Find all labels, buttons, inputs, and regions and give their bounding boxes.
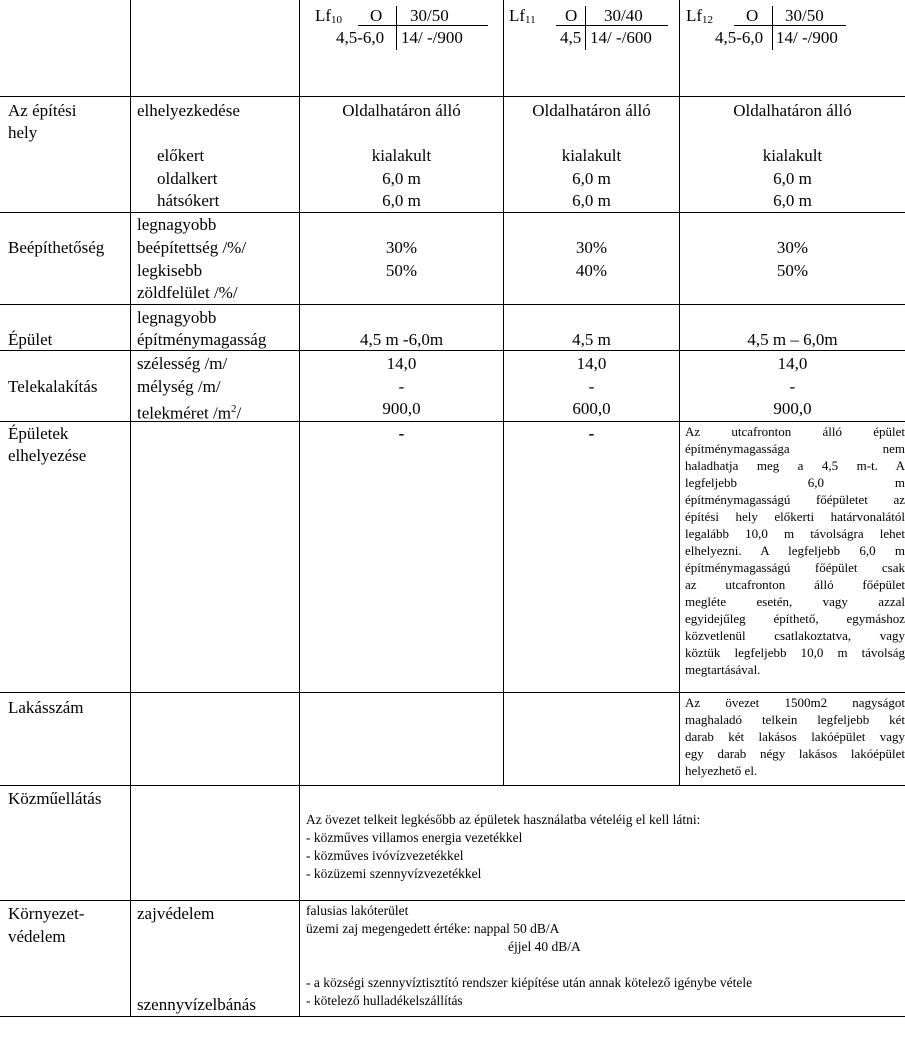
sub-label-szelesseg: szélesség /m/: [137, 354, 228, 373]
beepitettseg-value: 30%: [385, 238, 418, 257]
szelesseg-value: 14,0: [777, 354, 808, 373]
oldalkert-value: 6,0 m: [572, 169, 611, 188]
elhelyezes-value: -: [588, 424, 595, 443]
zoldfelulet-value: 40%: [575, 261, 608, 280]
sub-label-hatsokert: hátsókert: [157, 191, 220, 210]
melyseg-value: -: [789, 377, 796, 396]
hatsokert-value: 6,0 m: [572, 191, 611, 210]
szelesseg-value: 14,0: [386, 354, 417, 373]
row-label-epitesi-hely-2: hely: [8, 123, 38, 142]
sub-label-legnagyobb-2: legnagyobb: [137, 308, 217, 327]
sub-label-melyseg: mélység /m/: [137, 377, 221, 396]
sub-label-beepitettseg: beépítettség /%/: [137, 238, 247, 257]
sub-label-zoldfelulet: zöldfelület /%/: [137, 283, 238, 302]
hatsokert-value: 6,0 m: [382, 191, 421, 210]
placement-value: Oldalhatáron álló: [733, 101, 852, 120]
row-label-telekalakitas: Telekalakítás: [8, 377, 98, 396]
oldalkert-value: 6,0 m: [382, 169, 421, 188]
row-label-epuletek-elhelyezese: Épületek: [8, 424, 69, 443]
kozmu-item: - közüzemi szennyvízvezetékkel: [306, 866, 482, 881]
sub-label-oldalkert: oldalkert: [157, 169, 218, 188]
sub-label-legkisebb: legkisebb: [137, 261, 203, 280]
sub-label-szennyvizelbanas: szennyvízelbánás: [137, 995, 256, 1014]
sub-label-telekmeret: telekméret $/m^2/$: [137, 403, 242, 423]
row-label-epuletek-elhelyezese-2: elhelyezése: [8, 446, 87, 465]
telekmeret-value: 600,0: [572, 399, 611, 418]
epitmenymagassag-value: 4,5 m – 6,0m: [747, 330, 838, 349]
beepitettseg-value: 30%: [776, 238, 809, 257]
row-label-epulet: Épület: [8, 330, 53, 349]
oldalkert-value: 6,0 m: [773, 169, 812, 188]
row-label-epitesi-hely: Az építési: [8, 101, 77, 120]
zaj-day-limit: üzemi zaj megengedett értéke: nappal 50 dB/A: [306, 921, 560, 936]
epitmenymagassag-value: 4,5 m -6,0m: [359, 330, 444, 349]
placement-value: Oldalhatáron álló: [532, 101, 651, 120]
sub-label-elhelyezkedese: elhelyezkedése: [137, 101, 240, 120]
row-label-kornyezetvedelem-2: védelem: [8, 927, 66, 946]
telekmeret-value: 900,0: [773, 399, 812, 418]
sub-label-elokert: előkert: [157, 146, 205, 165]
szelesseg-value: 14,0: [576, 354, 607, 373]
kozmu-intro: Az övezet telkeit legkésőbb az épületek használatba vételéig el kell látni:: [306, 812, 701, 827]
elokert-value: kialakult: [371, 146, 432, 165]
kozmu-item: - közműves ivóvízvezetékkel: [306, 848, 464, 863]
beepitettseg-value: 30%: [575, 238, 608, 257]
zaj-zone: falusias lakóterület: [306, 903, 409, 918]
row-label-kozmuellatas: Közműellátás: [8, 789, 102, 808]
row-label-kornyezetvedelem: Környezet-: [8, 904, 85, 923]
elokert-value: kialakult: [561, 146, 622, 165]
zaj-night-limit: éjjel 40 dB/A: [508, 939, 581, 954]
melyseg-value: -: [588, 377, 595, 396]
row-label-beepithetoseg: Beépíthetőség: [8, 238, 105, 257]
row-label-lakasszam: Lakásszám: [8, 698, 84, 717]
sub-label-zajvedelem: zajvédelem: [137, 904, 215, 923]
kozmu-item: - közműves villamos energia vezetékkel: [306, 830, 523, 845]
zoldfelulet-value: 50%: [385, 261, 418, 280]
hatsokert-value: 6,0 m: [773, 191, 812, 210]
sub-label-legnagyobb: legnagyobb: [137, 215, 217, 234]
zoldfelulet-value: 50%: [776, 261, 809, 280]
elokert-value: kialakult: [762, 146, 823, 165]
epitmenymagassag-value: 4,5 m: [572, 330, 611, 349]
sub-label-epitmenymagassag: építménymagasság: [137, 330, 267, 349]
hulladek-rule: - kötelező hulladékelszállítás: [306, 993, 463, 1008]
elhelyezes-value: -: [398, 424, 405, 443]
szennyviz-rule: - a községi szennyvíztisztító rendszer kiépítése után annak kötelező igénybe vétele: [306, 975, 753, 990]
melyseg-value: -: [398, 377, 405, 396]
telekmeret-value: 900,0: [382, 399, 421, 418]
placement-value: Oldalhatáron álló: [342, 101, 461, 120]
